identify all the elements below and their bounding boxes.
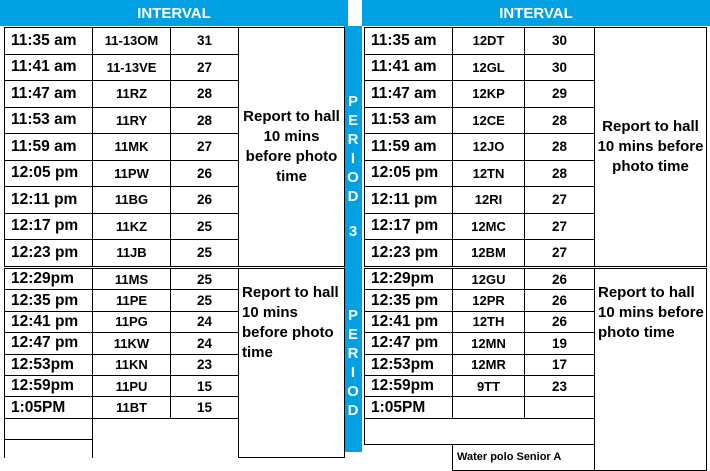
report-note: Report to hall 10 mins before photo time [595, 269, 707, 471]
count-cell: 27 [525, 187, 595, 214]
time-cell: 11:47 am [365, 81, 453, 108]
time-cell: 11:53 am [5, 107, 93, 134]
time-cell: 12:11 pm [5, 187, 93, 214]
period-letter: O [347, 383, 359, 400]
time-cell: 12:29pm [5, 269, 93, 290]
time-cell: 11:35 am [365, 28, 453, 55]
class-cell: 11PU [93, 375, 171, 396]
period-letter: E [347, 326, 358, 343]
class-cell: 11KW [93, 333, 171, 354]
count-cell: 28 [525, 107, 595, 134]
count-cell: 19 [525, 333, 595, 354]
count-cell: 25 [171, 290, 239, 311]
time-cell: 12:47 pm [5, 333, 93, 354]
time-cell: 12:41 pm [365, 311, 453, 332]
count-cell: 15 [171, 397, 239, 418]
period-3-label [344, 92, 362, 241]
time-cell: 11:53 am [365, 107, 453, 134]
time-cell: 12:23 pm [5, 240, 93, 267]
period3-right-table [364, 27, 707, 267]
count-cell: 25 [171, 213, 239, 240]
time-cell: 12:53pm [5, 354, 93, 375]
interval-header-right: INTERVAL [362, 0, 710, 26]
time-cell: 1:05PM [5, 397, 93, 418]
count-cell: 26 [171, 160, 239, 187]
class-cell: 12TN [453, 160, 525, 187]
table-row [5, 269, 345, 290]
table-row [365, 28, 707, 55]
time-cell: 11:35 am [5, 28, 93, 55]
class-cell: 11KZ [93, 213, 171, 240]
water-polo-label: Water polo Senior A [453, 444, 595, 470]
class-cell: 11RY [93, 107, 171, 134]
class-cell: 12MC [453, 213, 525, 240]
report-note: Report to hall 10 mins before photo time [239, 28, 345, 267]
count-cell [525, 397, 595, 418]
time-cell: 12:53pm [365, 354, 453, 375]
count-cell: 27 [171, 134, 239, 161]
class-cell: 12JO [453, 134, 525, 161]
empty-cell [5, 439, 93, 458]
class-cell: 9TT [453, 375, 525, 396]
class-cell: 11JB [93, 240, 171, 267]
empty-cell [453, 418, 595, 444]
time-cell: 11:47 am [5, 81, 93, 108]
period4-left-table [4, 268, 345, 458]
count-cell: 26 [171, 187, 239, 214]
time-cell: 12:17 pm [5, 213, 93, 240]
time-cell: 11:41 am [5, 54, 93, 81]
time-cell: 12:17 pm [365, 213, 453, 240]
count-cell: 23 [171, 354, 239, 375]
count-cell: 27 [171, 54, 239, 81]
class-cell: 11PG [93, 311, 171, 332]
count-cell: 26 [525, 290, 595, 311]
period-letter: R [347, 131, 359, 148]
period-4-label [344, 306, 362, 420]
period-letter: P [347, 93, 358, 110]
class-cell: 11PE [93, 290, 171, 311]
time-cell: 12:05 pm [5, 160, 93, 187]
count-cell: 27 [525, 240, 595, 267]
empty-cell [365, 444, 453, 470]
period-letter: R [347, 345, 359, 362]
class-cell: 12MR [453, 354, 525, 375]
count-cell: 25 [171, 269, 239, 290]
time-cell: 11:59 am [365, 134, 453, 161]
time-cell: 12:35 pm [5, 290, 93, 311]
empty-cell [5, 418, 93, 439]
count-cell: 23 [525, 375, 595, 396]
class-cell: 12GL [453, 54, 525, 81]
time-cell: 12:59pm [5, 375, 93, 396]
interval-header-left: INTERVAL [0, 0, 348, 26]
count-cell: 28 [171, 107, 239, 134]
count-cell: 24 [171, 311, 239, 332]
count-cell: 24 [171, 333, 239, 354]
count-cell: 25 [171, 240, 239, 267]
class-cell: 11RZ [93, 81, 171, 108]
class-cell: 12CE [453, 107, 525, 134]
time-cell: 12:47 pm [365, 333, 453, 354]
class-cell [453, 397, 525, 418]
class-cell: 12TH [453, 311, 525, 332]
time-cell: 12:11 pm [365, 187, 453, 214]
table-row [5, 28, 345, 55]
report-note: Report to hall 10 mins before photo time [595, 28, 707, 267]
count-cell: 26 [525, 269, 595, 290]
time-cell: 11:59 am [5, 134, 93, 161]
report-note: Report to hall 10 mins before photo time [239, 269, 345, 458]
count-cell: 17 [525, 354, 595, 375]
class-cell: 11KN [93, 354, 171, 375]
count-cell: 30 [525, 28, 595, 55]
count-cell: 29 [525, 81, 595, 108]
period-letter: I [350, 364, 356, 381]
time-cell: 12:05 pm [365, 160, 453, 187]
empty-cell [365, 418, 453, 444]
time-cell: 12:59pm [365, 375, 453, 396]
class-cell: 11MK [93, 134, 171, 161]
count-cell: 15 [171, 375, 239, 396]
class-cell: 11PW [93, 160, 171, 187]
class-cell: 11MS [93, 269, 171, 290]
time-cell: 1:05PM [365, 397, 453, 418]
count-cell: 31 [171, 28, 239, 55]
class-cell: 11-13OM [93, 28, 171, 55]
period-letter: D [347, 188, 359, 205]
time-cell: 12:35 pm [365, 290, 453, 311]
period-letter: E [347, 112, 358, 129]
count-cell: 28 [525, 134, 595, 161]
period-letter: D [347, 402, 359, 419]
class-cell: 11BT [93, 397, 171, 418]
time-cell: 12:29pm [365, 269, 453, 290]
class-cell: 12MN [453, 333, 525, 354]
time-cell: 12:23 pm [365, 240, 453, 267]
count-cell: 28 [525, 160, 595, 187]
time-cell: 12:41 pm [5, 311, 93, 332]
count-cell: 30 [525, 54, 595, 81]
period-letter: I [350, 150, 356, 167]
class-cell: 12KP [453, 81, 525, 108]
period-letter: O [347, 169, 359, 186]
table-row [365, 269, 707, 290]
class-cell: 12GU [453, 269, 525, 290]
period4-right-table [364, 268, 707, 471]
class-cell: 11BG [93, 187, 171, 214]
count-cell: 27 [525, 213, 595, 240]
class-cell: 12PR [453, 290, 525, 311]
class-cell: 12RI [453, 187, 525, 214]
period-letter: P [347, 307, 358, 324]
count-cell: 26 [525, 311, 595, 332]
time-cell: 11:41 am [365, 54, 453, 81]
count-cell: 28 [171, 81, 239, 108]
period-letter: 3 [348, 223, 358, 240]
period3-left-table [4, 27, 345, 267]
class-cell: 12BM [453, 240, 525, 267]
class-cell: 11-13VE [93, 54, 171, 81]
class-cell: 12DT [453, 28, 525, 55]
